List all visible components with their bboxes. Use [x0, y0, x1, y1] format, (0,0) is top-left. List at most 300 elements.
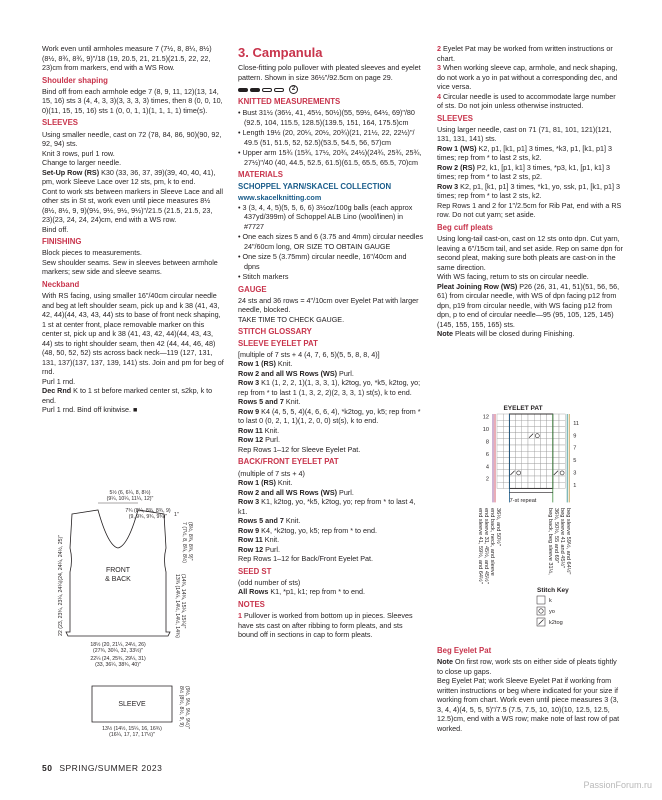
dec-rnd-label: Dec Rnd: [42, 386, 72, 396]
sl-row-3-text: K2, p1, [k1, p1] 3 times, *k1, yo, ssk, p1, [k1, p1] 3 times; rep from * to last 2 sts, k2.: [437, 181, 620, 201]
bf-row-12-label: Row 12: [238, 544, 264, 554]
note-2-label: 2: [437, 44, 441, 53]
chart-cell: [540, 420, 546, 426]
chart-cell: [516, 433, 522, 439]
se-row-3-label: Row 3: [238, 378, 260, 388]
sl-row-2: [437, 163, 623, 182]
chart-cell: [534, 451, 540, 457]
chart-cell: [540, 464, 546, 470]
chart-cell: [540, 482, 546, 488]
chart-cell: [553, 457, 559, 463]
setup-row-label: Set-Up Row (RS): [42, 167, 100, 177]
bf-row-12-text: Purl.: [263, 544, 280, 554]
chart-cell: [497, 476, 503, 482]
sleeve-length-2: (9½, 9½, 9½, 9½)": [184, 686, 190, 729]
size-label-3: end back, neck, and sleeve: [489, 508, 495, 576]
note-3: [437, 63, 623, 92]
gauge-text: 24 sts and 36 rows = 4"/10cm over Eyelet Pat with larger needle, blocked.: [238, 295, 419, 315]
gauge-heading: GAUGE: [238, 284, 267, 294]
setup-text-2: Cont to work sts between markers in Sleeve Lace and all other sts in St st, work even until piece measures 8½ (8½, 8½, 9, 9)(9½, 9½, 9½, 9½)"/21.5 (21.5, 21.5, 23, 23)(23, 24, 24, 24)cm, end with a WS row.: [42, 186, 223, 225]
chart-cell: [522, 476, 528, 482]
chart-cell: [559, 451, 565, 457]
chart-cell: [547, 426, 553, 432]
finishing-heading: FINISHING: [42, 237, 82, 247]
note-4-text: Circular needle is used to accommodate large number of sts. Do not join unless otherwise instructed.: [437, 91, 616, 110]
sl-row-2-label: Row 2 (RS): [437, 162, 475, 172]
sleeves-heading-2: SLEEVES: [437, 113, 473, 123]
size-label-8: beg sleeve 59½, and 64½": [565, 508, 571, 575]
setup-row: [42, 168, 224, 187]
bf-row-1: [238, 478, 424, 488]
chart-cell: [516, 476, 522, 482]
neckband-text: With RS facing, using smaller 16"/40cm circular needle and beg at left shoulder seam, pick up and k 38 (41, 43, 42, 44)(44, 43, 43, 44) sts to base of front neck shaping, 1 st at center front, place removable marker on this center st, pick up and k 38 (41, 43, 42, 44)(44, 43, 43, 44) sts to right shoulder seam, then 42 (44, 44, 46, 48)(48, 50, 52, 52) sts across back neck—119 (127, 131, 131, 137)(137, 137, 139, 141) sts. Join and pm for beg of rnd.: [42, 291, 224, 377]
chart-cell: [497, 420, 503, 426]
se-row-5-label: Rows 5 and 7: [238, 397, 284, 407]
seed-heading: SEED ST: [238, 566, 272, 576]
sleeve-label: SLEEVE: [118, 701, 146, 708]
side-length: 13¾ (14¼, 14½, 14½, 14¾): [174, 574, 180, 639]
se-row-1-label: Row 1 (RS): [238, 359, 276, 369]
neck-width-2: (9, 9¾, 9¾, 9¾)": [128, 514, 168, 520]
chart-cell: [534, 482, 540, 488]
piece-label-front: FRONT: [105, 567, 131, 574]
column-middle: [238, 44, 424, 642]
chart-cell: [547, 464, 553, 470]
note-4: [437, 92, 623, 111]
chart-cell: [540, 414, 546, 420]
sleeve-width-2: (16¼, 17, 17, 17½)": [109, 732, 155, 738]
chart-cell: [540, 445, 546, 451]
material-1: • 3 (3, 4, 4, 5)(5, 5, 6, 6) 3½oz/100g balls (each approx 437yd/399m) of Schoppel ALB Lino (wool/linen) in #7727: [238, 202, 413, 231]
glossary-heading: STITCH GLOSSARY: [238, 327, 312, 337]
schematic-diagram: [42, 486, 224, 746]
chart-cell: [522, 433, 528, 439]
bust-width: 22¼ (24, 25¾, 29¼, 31): [90, 656, 146, 662]
bf-row-5-label: Rows 5 and 7: [238, 516, 284, 526]
chart-cell: [497, 482, 503, 488]
beg-eyelet-note: [437, 657, 623, 676]
chart-cell: [553, 433, 559, 439]
pleat-joining-row: [437, 282, 623, 330]
chart-cell: [553, 426, 559, 432]
pleats-heading: Beg cuff pleats: [437, 222, 493, 232]
chart-cell: [528, 451, 534, 457]
chart-cell: [559, 420, 565, 426]
key-k2tog-label: k2tog: [549, 620, 563, 626]
issue-label: SPRING/SUMMER 2023: [59, 763, 163, 773]
pleat-note-label: Note: [437, 329, 453, 339]
se-row-9-text: K4 (4, 5, 5, 4)(4, 6, 6, 4), *k2tog, yo, k5; rep from * to last 0 (0, 2, 1, 1)(1, 2, 0, 0) st(s), k to end.: [238, 406, 421, 426]
measurements-heading: KNITTED MEASUREMENTS: [238, 97, 341, 107]
chart-cell: [528, 482, 534, 488]
chart-cell: [559, 464, 565, 470]
bf-row-3-label: Row 3: [238, 497, 260, 507]
key-k-swatch: [537, 596, 545, 604]
notes-heading: NOTES: [238, 599, 265, 609]
chart-cell: [540, 451, 546, 457]
chart-cell: [503, 433, 509, 439]
chart-cell: [503, 457, 509, 463]
armhole-depth: 7 (7½, 8, 8¼, 8½): [181, 522, 187, 563]
dec-rnd-text: K to 1 st before marked center st, s2kp, k to end.: [42, 386, 213, 405]
watermark: PassionForum.ru: [583, 780, 652, 790]
chart-cell: [503, 482, 509, 488]
bf-multiple: (multiple of 7 sts + 4): [238, 468, 305, 478]
sl-row-3: [437, 182, 623, 201]
chart-cell: [553, 476, 559, 482]
chart-cell: [509, 464, 515, 470]
chart-cell: [497, 433, 503, 439]
chart-cell: [528, 470, 534, 476]
intro-text: Work even until armholes measure 7 (7½, 8, 8¼, 8½)(8½, 8¾, 8¾, 9)"/18 (19, 20.5, 21, 21.5)(21.5, 22, 22, 23)cm from markers, end with a WS Row.: [42, 44, 212, 72]
chart-cell: [509, 451, 515, 457]
top-width: 5½ (6, 6¼, 8, 8½): [109, 490, 151, 496]
chart-cell: [503, 470, 509, 476]
neckband-heading: Neckband: [42, 279, 80, 289]
chart-cell: [534, 439, 540, 445]
pleat-note: [437, 329, 623, 339]
note-1-label: 1: [238, 611, 242, 621]
chart-cell: [534, 457, 540, 463]
skill-seg-1: [238, 88, 248, 92]
chart-cell: [559, 445, 565, 451]
chart-cell: [547, 439, 553, 445]
key-yo-label: yo: [549, 609, 555, 615]
eyelet-chart: [437, 404, 637, 650]
chart-cell: [503, 451, 509, 457]
chart-cell: [553, 420, 559, 426]
hem-width-2: (27¾, 30¼, 32, 33½)": [92, 648, 144, 654]
se-multiple: [multiple of 7 sts + 4 (4, 7, 6, 5)(5, 5, 8, 8, 4)]: [238, 349, 380, 359]
chart-cell: [547, 470, 553, 476]
materials-heading: MATERIALS: [238, 170, 283, 180]
beg-eyelet-block: [437, 646, 623, 735]
sleeves-heading: SLEEVES: [42, 118, 78, 128]
chart-cell: [559, 439, 565, 445]
chart-cell: [547, 433, 553, 439]
bf-row-5: [238, 516, 424, 526]
neckband-text-3: Purl 1 rnd. Bind off knitwise. ■: [42, 405, 138, 415]
setup-row-text: K30 (33, 36, 37, 39)(39, 40, 40, 41), pm, work Sleeve Lace over 12 sts, pm, k to end.: [42, 167, 216, 187]
skill-seg-4: [274, 88, 284, 92]
skill-seg-2: [250, 88, 260, 92]
se-row-11-text: Knit.: [262, 425, 280, 435]
sl-row-1: [437, 144, 623, 163]
chart-cell: [528, 445, 534, 451]
se-repeat: Rep Rows 1–12 for Sleeve Eyelet Pat.: [238, 444, 361, 454]
chart-cell: [528, 476, 534, 482]
size-label-7: beg sleeve 41 and 45½": [559, 508, 565, 569]
bf-row-9-label: Row 9: [238, 525, 260, 535]
chart-cell: [547, 482, 553, 488]
size-label-1: end sleeve 41, 59½, and 64½": [477, 508, 483, 584]
chart-cell: [522, 420, 528, 426]
chart-cell: [534, 420, 540, 426]
bf-row-9-text: K4, *k2tog, yo, k5; rep from * to end.: [259, 525, 378, 535]
chart-cell: [522, 414, 528, 420]
chart-cell: [534, 476, 540, 482]
chart-cell: [553, 414, 559, 420]
note-2-text: Eyelet Pat may be worked from written instructions or chart.: [437, 44, 613, 63]
se-row-5: [238, 397, 424, 407]
size-label-4: 36½, and 50½": [495, 508, 501, 546]
chart-cell: [547, 451, 553, 457]
finishing-text: Block pieces to measurements.: [42, 248, 142, 258]
note-2: [437, 44, 623, 63]
piece-label-back: & BACK: [105, 576, 131, 583]
sl-text: Using larger needle, cast on 71 (71, 81, 101, 121)(121, 131, 131, 141) sts.: [437, 124, 612, 144]
se-row-2-label: Row 2 and all WS Rows (WS): [238, 368, 338, 378]
pleats-text: Using long-tail cast-on, cast on 12 sts onto dpn. Cut yarn, leaving a 6"/15cm tail, and set aside. Rep on same dpn for second pleat, making sure both pleats are cast-on in the same direction.: [437, 234, 623, 272]
bf-row-11-text: Knit.: [262, 535, 280, 545]
chart-grid: [493, 414, 569, 502]
chart-cell: [503, 464, 509, 470]
chart-cell: [497, 457, 503, 463]
chart-cell: [534, 445, 540, 451]
chart-row-label: 4: [485, 464, 489, 471]
se-row-1-text: Knit.: [275, 359, 293, 369]
chart-cell: [497, 445, 503, 451]
chart-cell: [522, 439, 528, 445]
yarn-heading: SCHOPPEL YARN/SKACEL COLLECTION: [238, 181, 392, 191]
side-length-2: (14¾, 14¾, 15¼, 15¼)": [180, 574, 186, 629]
chart-cell: [509, 457, 515, 463]
chart-cell: [497, 470, 503, 476]
chart-cell: [534, 464, 540, 470]
chart-cell: [547, 476, 553, 482]
pleat-joining-label: Pleat Joining Row (WS): [437, 281, 518, 291]
chart-row-label: 5: [573, 458, 577, 465]
bf-row-5-text: Knit.: [283, 516, 301, 526]
bf-row-11-label: Row 11: [238, 535, 263, 545]
note-3-text: When working sleeve cap, armhole, and neck shaping, do not work a yo in pat without a corresponding dec, and vice versa.: [437, 63, 618, 91]
chart-cell: [540, 457, 546, 463]
bf-row-2: [238, 488, 424, 498]
bf-row-2-label: Row 2 and all WS Rows (WS): [238, 487, 338, 497]
chart-cell: [509, 476, 515, 482]
chart-cell: [553, 451, 559, 457]
sleeve-length: 8½ (8½, 8½, 9, 9): [178, 686, 184, 727]
chart-cell: [547, 457, 553, 463]
chart-cell: [503, 426, 509, 432]
chart-cell: [509, 439, 515, 445]
chart-cell: [503, 420, 509, 426]
length-measure: • Length 19½ (20, 20¼, 20½, 20¾)(21, 21½, 22, 22½)"/ 49.5 (51, 51.5, 52, 52.5)(53.5, 54.5, 56, 57)cm: [238, 128, 415, 147]
chart-cell: [503, 445, 509, 451]
chart-cell: [509, 445, 515, 451]
chart-cell: [540, 426, 546, 432]
page-footer: [42, 763, 162, 774]
upperarm-measure: • Upper arm 15¾ (15¾, 17½, 20¾, 24½)(24¾, 25¾, 25¾, 27½)"/40 (40, 44.5, 52.5, 61.5)(61.5, 65.5, 65.5, 70)cm: [238, 148, 422, 167]
size-label-6: 36½, 50½, 55 and 69": [553, 508, 559, 563]
shoulder-depth: 1": [174, 512, 179, 518]
chart-cell: [516, 464, 522, 470]
page-number: 50: [42, 763, 53, 773]
chart-cell: [522, 445, 528, 451]
chart-row-label: 6: [485, 451, 489, 458]
pleat-note-text: Pleats will be closed during Finishing.: [452, 329, 575, 339]
skill-level-badge: 2: [289, 85, 298, 94]
chart-row-label: 1: [573, 482, 577, 489]
bf-row-9: [238, 526, 424, 536]
sl-row-2-text: P2, k1, [p1, k1] 3 times, *p3, k1, [p1, k1] 3 times; rep from * to last 2 sts, p2.: [437, 162, 610, 182]
se-row-12-label: Row 12: [238, 435, 264, 445]
chart-cell: [503, 439, 509, 445]
chart-cell: [534, 426, 540, 432]
chart-cell: [559, 426, 565, 432]
chart-cell: [528, 420, 534, 426]
chart-cell: [540, 470, 546, 476]
skill-level-meter: [238, 85, 424, 94]
chart-cell: [553, 482, 559, 488]
chart-cell: [534, 414, 540, 420]
bf-repeat: Rep Rows 1–12 for Back/Front Eyelet Pat.: [238, 554, 374, 564]
column-right: [437, 44, 623, 341]
se-row-12-text: Purl.: [263, 435, 280, 445]
chart-cell: [516, 439, 522, 445]
bf-row-3: [238, 497, 424, 516]
chart-cell: [509, 433, 515, 439]
bust-width-2: (33, 36¼, 38¾, 40)": [95, 662, 141, 668]
chart-cell: [553, 439, 559, 445]
pleats-text-2: With WS facing, return to sts on circular needle.: [437, 272, 589, 282]
chart-cell: [509, 420, 515, 426]
chart-cell: [540, 476, 546, 482]
pattern-title: 3. Campanula: [238, 45, 323, 60]
size-label-5: beg back, beg sleeve 31½,: [547, 508, 553, 575]
chart-cell: [522, 426, 528, 432]
setup-text-3: Bind off.: [42, 224, 69, 234]
se-row-12: [238, 435, 424, 445]
chart-cell: [540, 433, 546, 439]
se-row-3-text: K1 (1, 2, 2, 1)(1, 3, 3, 1), k2tog, yo, *k5, k2tog, yo; rep from * to last 1 (1, 3, 2, 2)(2, 3, 3, 1) st(s), k to end.: [238, 378, 421, 397]
key-yo-swatch: [537, 607, 545, 615]
chart-cell: [559, 457, 565, 463]
total-length: 22 (23, 23¾, 23¼, 24¼)(24, 24¼, 24½, 25)": [58, 534, 64, 636]
bf-row-1-label: Row 1 (RS): [238, 478, 276, 488]
chart-cell: [516, 420, 522, 426]
armhole-depth-2: (8½, 8¾, 8¾, 9)": [187, 522, 193, 561]
chart-cell: [547, 445, 553, 451]
chart-cell: [540, 439, 546, 445]
bf-row-3-text: K1, k2tog, yo, *k5, k2tog, yo; rep from * to last 4, k1.: [238, 497, 416, 516]
pattern-description: Close-fitting polo pullover with pleated sleeves and eyelet pattern. Shown in size 36½"/92.5cm on page 29.: [238, 63, 421, 82]
chart-cell: [522, 470, 528, 476]
chart-cell: [528, 439, 534, 445]
chart-cell: [497, 451, 503, 457]
chart-cell: [516, 482, 522, 488]
back-eyelet-heading: BACK/FRONT EYELET PAT: [238, 457, 339, 467]
beg-eyelet-note-text: On first row, work sts on either side of pleats tightly to close up gaps.: [437, 657, 617, 676]
chart-title: EYELET PAT: [503, 405, 543, 412]
seed-row-label: All Rows: [238, 587, 269, 597]
chart-cell: [516, 445, 522, 451]
neck-width: 7¾ (8¼, 8¾, 8¾, 9): [125, 508, 171, 514]
chart-row-label: 8: [485, 439, 489, 446]
chart-cell: [516, 414, 522, 420]
chart-row-label: 3: [573, 470, 577, 477]
hem-width: 18½ (20, 21¼, 24½, 26): [90, 642, 146, 648]
material-3: • One size 5 (3.75mm) circular needle, 16"/40cm and dpns: [238, 252, 407, 271]
chart-cell: [522, 482, 528, 488]
chart-row-label: 10: [482, 427, 489, 434]
sleeves-text-3: Change to larger needle.: [42, 158, 122, 168]
top-width-2: (9¼, 10¼, 11¼, 12)": [106, 496, 154, 502]
finishing-text-2: Sew shoulder seams. Sew in sleeves between armhole markers; sew side and sleeve seams.: [42, 257, 218, 277]
sleeves-text-2: Knit 3 rows, purl 1 row.: [42, 148, 115, 158]
chart-row-label: 2: [485, 476, 489, 483]
seed-multiple: (odd number of sts): [238, 577, 301, 587]
bf-row-1-text: Knit.: [275, 478, 293, 488]
note-3-label: 3: [437, 63, 441, 72]
bf-row-2-text: Purl.: [337, 487, 354, 497]
sl-row-1-text: K2, p1, [k1, p1] 3 times, *k3, p1, [k1, p1] 3 times; rep from * to last 2 sts, k2.: [437, 143, 612, 163]
pleat-joining-text: P26 (26, 31, 41, 51)(51, 56, 56, 61) from circular needle, with WS of dpn facing p12 from dpn, p19 from circular needle, with WS facing p12 from dpn, p to end of circular needle—95 (95, 105, 125, 145)(145, 155, 155, 165) sts.: [437, 281, 620, 329]
chart-row-label: 9: [573, 433, 577, 440]
bf-row-11: [238, 535, 424, 545]
chart-cell: [528, 414, 534, 420]
chart-cell: [528, 464, 534, 470]
shoulder-heading: Shoulder shaping: [42, 75, 108, 85]
chart-cell: [522, 457, 528, 463]
se-row-5-text: Knit.: [283, 397, 301, 407]
key-title: Stitch Key: [537, 587, 569, 594]
chart-cell: [547, 420, 553, 426]
se-row-2-text: Purl.: [337, 368, 354, 378]
chart-cell: [522, 451, 528, 457]
sl-row-1-label: Row 1 (WS): [437, 143, 477, 153]
chart-cell: [516, 451, 522, 457]
chart-cell: [497, 414, 503, 420]
yarn-url[interactable]: www.skacelknitting.com: [238, 193, 322, 202]
chart-cell: [522, 464, 528, 470]
chart-cell: [509, 426, 515, 432]
key-k-label: k: [549, 598, 552, 604]
chart-cell: [509, 414, 515, 420]
shoulder-text: Bind off from each armhole edge 7 (8, 9, 11, 12)(13, 14, 15, 16) sts 3 (4, 4, 3, 3)(3, 3, 3, 3) times, then 8 (0, 0, 10, 0)(11, 15, 15, 16) sts 1 (0, 0, 1, 1)(1, 1, 1, 1) time(s).: [42, 86, 223, 115]
skill-seg-3: [262, 88, 272, 92]
chart-row-label: 11: [573, 420, 580, 427]
dec-rnd: [42, 386, 224, 405]
chart-cell: [509, 482, 515, 488]
chart-cell: [516, 426, 522, 432]
beg-eyelet-heading: Beg Eyelet Pat: [437, 646, 492, 655]
bust-measure: • Bust 31½ (36½, 41, 45½, 50½)(55, 59½, 64½, 69)"/80 (92.5, 104, 115.5, 128.5)(139.5, 151, 164, 175.5)cm: [238, 108, 415, 127]
beg-eyelet-text: Beg Eyelet Pat; work Sleeve Eyelet Pat if working from written instructions or beg where indicated for your size if working from chart. Work even until piece measures 3 (3, 3, 4, 4)(4, 5, 5, 5)"/7.5 (7.5, 7.5, 10, 10)(10, 12.5, 12.5, 12.5)cm, end with a WS row; make note of last row of pat worked.: [437, 676, 620, 733]
chart-row-label: 12: [482, 414, 489, 421]
chart-cell: [497, 464, 503, 470]
sl-row-3-label: Row 3: [437, 181, 459, 191]
chart-cell: [516, 457, 522, 463]
chart-cell: [528, 457, 534, 463]
se-row-1: [238, 359, 424, 369]
neckband-text-2: Purl 1 rnd.: [42, 376, 76, 386]
note-1: [238, 611, 424, 640]
material-4: • Stitch markers: [238, 272, 289, 281]
se-row-11: [238, 426, 424, 436]
chart-cell: [547, 414, 553, 420]
sleeve-width: 13½ (14½, 15¼, 16, 16¾): [102, 726, 162, 732]
chart-cell: [553, 445, 559, 451]
chart-cell: [497, 439, 503, 445]
chart-cell: [559, 414, 565, 420]
se-row-2: [238, 369, 424, 379]
size-label-2: end sleeve 31, 45½, and 45½": [483, 508, 489, 584]
se-row-9-label: Row 9: [238, 406, 260, 416]
size-labels: [477, 508, 572, 584]
se-row-3: [238, 378, 424, 397]
chart-cell: [553, 464, 559, 470]
